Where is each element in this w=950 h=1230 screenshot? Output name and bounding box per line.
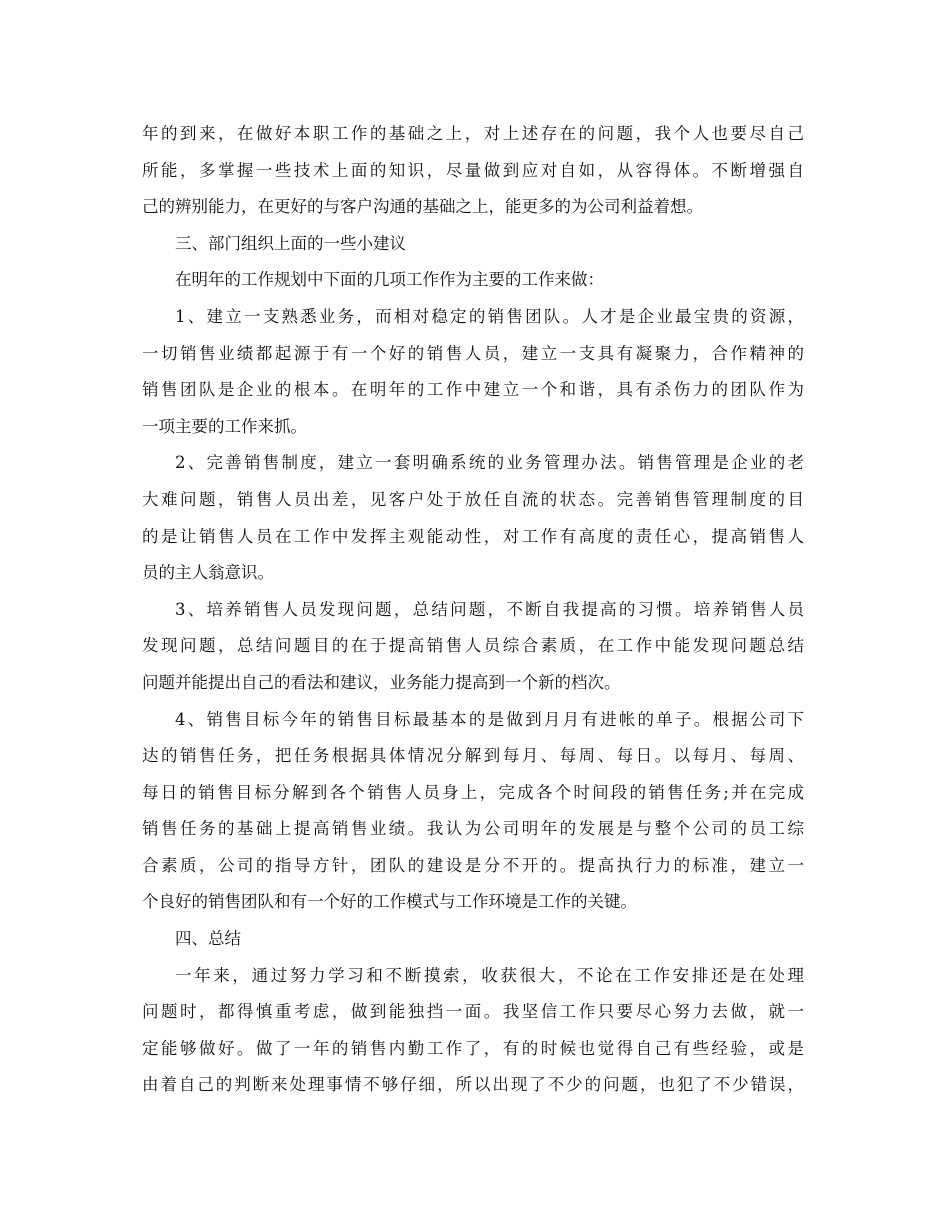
- text-line: 大难问题，销售人员出差，见客户处于放任自流的状态。完善销售管理制度的目: [142, 489, 804, 509]
- text-line: 问题并能提出自己的看法和建议，业务能力提高到一个新的档次。: [142, 672, 621, 692]
- text-line: 1、建立一支熟悉业务，而相对稳定的销售团队。人才是企业最宝贵的资源，: [175, 306, 804, 326]
- text-line: 一切销售业绩都起源于有一个好的销售人员，建立一支具有凝聚力，合作精神的: [142, 343, 804, 363]
- text-line: 一年来，通过努力学习和不断摸索，收获很大，不论在工作安排还是在处理: [175, 965, 804, 985]
- paragraph: [142, 702, 804, 922]
- paragraph: [142, 445, 804, 591]
- text-line: 4、销售目标今年的销售目标最基本的是做到月月有进帐的单子。根据公司下: [175, 709, 804, 729]
- text-line: 由着自己的判断来处理事情不够仔细，所以出现了不少的问题，也犯了不少错误，: [142, 1075, 804, 1095]
- text-line: 年的到来，在做好本职工作的基础之上，对上述存在的问题，我个人也要尽自己: [142, 124, 804, 143]
- text-line: 2、完善销售制度，建立一套明确系统的业务管理办法。销售管理是企业的老: [175, 453, 804, 473]
- document-body: [142, 116, 804, 1104]
- text-line: 3、培养销售人员发现问题，总结问题，不断自我提高的习惯。培养销售人员: [175, 599, 804, 619]
- paragraph: [142, 299, 804, 445]
- text-line: 定能够做好。做了一年的销售内勤工作了，有的时候也觉得自己有些经验，或是: [142, 1038, 804, 1058]
- paragraph: [142, 592, 804, 702]
- paragraph: [142, 262, 804, 299]
- paragraph: [142, 226, 804, 263]
- text-line: 所能，多掌握一些技术上面的知识，尽量做到应对自如，从容得体。不断增强自: [142, 160, 804, 180]
- paragraph: [142, 958, 804, 1104]
- text-line: 员的主人翁意识。: [142, 563, 274, 583]
- paragraph: [142, 116, 804, 226]
- text-line: 四、总结: [175, 929, 241, 949]
- text-line: 合素质，公司的指导方针，团队的建设是分不开的。提高执行力的标准，建立一: [142, 855, 804, 875]
- text-line: 销售任务的基础上提高销售业绩。我认为公司明年的发展是与整个公司的员工综: [142, 819, 804, 839]
- text-line: 个良好的销售团队和有一个好的工作模式与工作环境是工作的关键。: [142, 892, 637, 912]
- text-line: 在明年的工作规划中下面的几项工作作为主要的工作来做：: [175, 270, 604, 290]
- text-line: 达的销售任务，把任务根据具体情况分解到每月、每周、每日。以每月、每周、: [142, 746, 804, 766]
- text-line: 发现问题，总结问题目的在于提高销售人员综合素质，在工作中能发现问题总结: [142, 636, 804, 656]
- text-line: 三、部门组织上面的一些小建议: [175, 233, 406, 253]
- paragraph: [142, 921, 804, 958]
- text-line: 的是让销售人员在工作中发挥主观能动性，对工作有高度的责任心，提高销售人: [142, 526, 804, 546]
- text-line: 销售团队是企业的根本。在明年的工作中建立一个和谐，具有杀伤力的团队作为: [142, 380, 804, 400]
- text-line: 己的辨别能力，在更好的与客户沟通的基础之上，能更多的为公司利益着想。: [142, 197, 703, 217]
- text-line: 每日的销售目标分解到各个销售人员身上，完成各个时间段的销售任务;并在完成: [142, 782, 804, 802]
- text-line: 问题时，都得慎重考虑，做到能独挡一面。我坚信工作只要尽心努力去做，就一: [142, 1002, 804, 1022]
- text-line: 一项主要的工作来抓。: [142, 416, 307, 436]
